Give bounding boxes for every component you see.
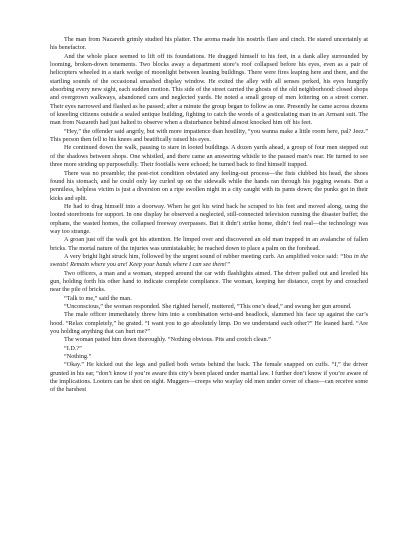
text-segment: “I.D.?” (64, 344, 82, 352)
paragraph (50, 345, 368, 353)
text-segment: He continued down the walk, pausing to stare in looted buildings. A dozen yards ahead, a group of four men stepped out of the shadows between shops. One whistled, and there came an answering whistle to the paused man’s rear. He turned to see three more striding up purposefully. Their footfalls were echoed; he turned back to find himself trapped. (50, 144, 368, 169)
text-segment: ,” the driver grunted in his ear, “don’t know if you’re aware this city’s been placed under martial law. I further don’t know if you’re aware of the implications. Looters can be shot on sight. Muggers—creeps who waylay old men under cover of chaos—can receive some of the harshest (50, 361, 368, 394)
text-segment: The woman patted him down thoroughly. “Nothing obvious. Pits and crotch clean.” (64, 336, 271, 344)
document-page (50, 36, 368, 395)
italic-text: I (334, 361, 337, 369)
paragraph (50, 128, 368, 145)
paragraph (50, 36, 368, 53)
paragraph (50, 270, 368, 295)
text-segment: And the whole place seemed to lift off its foundations. He dragged himself to his feet, in a dank alley surrounded by looming, broken-down tenements. Two blocks away a department store’s roof collapsed before his eyes, even as a pair of helicopters wheeled in a stark wedge of moonlight between leaning buildings. There were fires leaping here and there, and the startling sounds of the occasional smashed display window. He exited the alley with all senses perked, his eyes hungrily absorbing every new sight, each sudden motion. This side of the street carried the ghosts of the old neighborhood: closed shops and overgrown walkways, abandoned cars and neglected yards. He noted a small group of men loitering on a street corner. Their eyes narrowed and flashed as he passed; after a minute the group began to follow as one. Presently he came across dozens of kneeling citizens outside a sealed antique building, fighting to catch the words of a gesticulating man in an Armani suit. The man from Nazareth had just halted to observe when a disturbance behind almost knocked him off his feet. (50, 52, 368, 127)
paragraph (50, 303, 368, 311)
italic-text: “You in the sweats! Remain where you are! Keep your hands where I can see them!” (50, 252, 368, 269)
paragraph (50, 361, 368, 394)
paragraph (50, 353, 368, 361)
paragraph (50, 311, 368, 336)
text-segment: “Nothing.” (64, 353, 92, 361)
paragraph (50, 170, 368, 203)
text-segment: “Hey,” the offender said angrily, but with more impatience than hostility, “you wanna make a little room here, pal? Jeez.” This person then fell to his knees and beatifically raised his eyes. (50, 127, 368, 144)
paragraph (50, 203, 368, 236)
text-segment: The man from Nazareth grimly studied his platter. The aroma made his nostrils flare and cinch. He stared uncertainly at his benefactor. (50, 36, 368, 52)
text-segment: The male officer immediately threw him into a combination wrist-and headlock, slammed his face up against the car’s hood. “Relax completely,” he grated. “I want you to go absolutely limp. Do we understand each other?” He leaned hard. “Are you holding anything that can hurt me?” (50, 311, 368, 336)
text-segment: Two officers, a man and a woman, stepped around the car with flashlights aimed. The driver pulled out and leveled his gun, holding forth his other hand to indicate complete compliance. The woman, keeping her distance, crept by and crouched near the pile of bricks. (50, 269, 368, 294)
text-segment: He had to drag himself into a doorway. When he got his wind back he scraped to his feet and moved along, using the looted storefronts for support. In one display he observed a neglected, still-connected television running the disaster buffet; the orphans, the wasted homes, the collapsed freeway overpasses. But it didn’t strike home, didn’t feel real—the technology was way too strange. (50, 202, 368, 235)
paragraph (50, 253, 368, 270)
paragraph (50, 144, 368, 169)
text-segment: “Okay.” He kicked out the legs and pulled both wrists behind the back. The female snapped on cuffs. “ (64, 361, 335, 369)
text-segment: “Talk to me,” said the man. (64, 294, 132, 302)
paragraph (50, 53, 368, 128)
text-segment: “Unconscious,” the woman responded. She righted herself, muttered, “This one’s dead,” and swung her gun around. (64, 303, 352, 310)
paragraph (50, 336, 368, 344)
paragraph (50, 236, 368, 253)
text-segment: There was no preamble; the post-riot condition obviated any feeling-out process—the fists clubbed his head, the shoes found his stomach, and he could only lay curled up on the sidewalk while the hands ran through his jogging sweats. But a penniless, helpless victim is just a diversion on a ripe swollen night in a city caught with its pants down; the punks got in their kicks and split. (50, 169, 368, 202)
text-segment: A groan just off the walk got his attention. He limped over and discovered an old man trapped in an avalanche of fallen bricks. The mortal nature of the injuries was unmistakable; he reached down to place a palm on the forehead. (50, 236, 368, 252)
text-segment: A very bright light struck him, followed by the urgent sound of rubber meeting curb. An amplified voice said: (64, 252, 340, 260)
paragraph (50, 295, 368, 303)
